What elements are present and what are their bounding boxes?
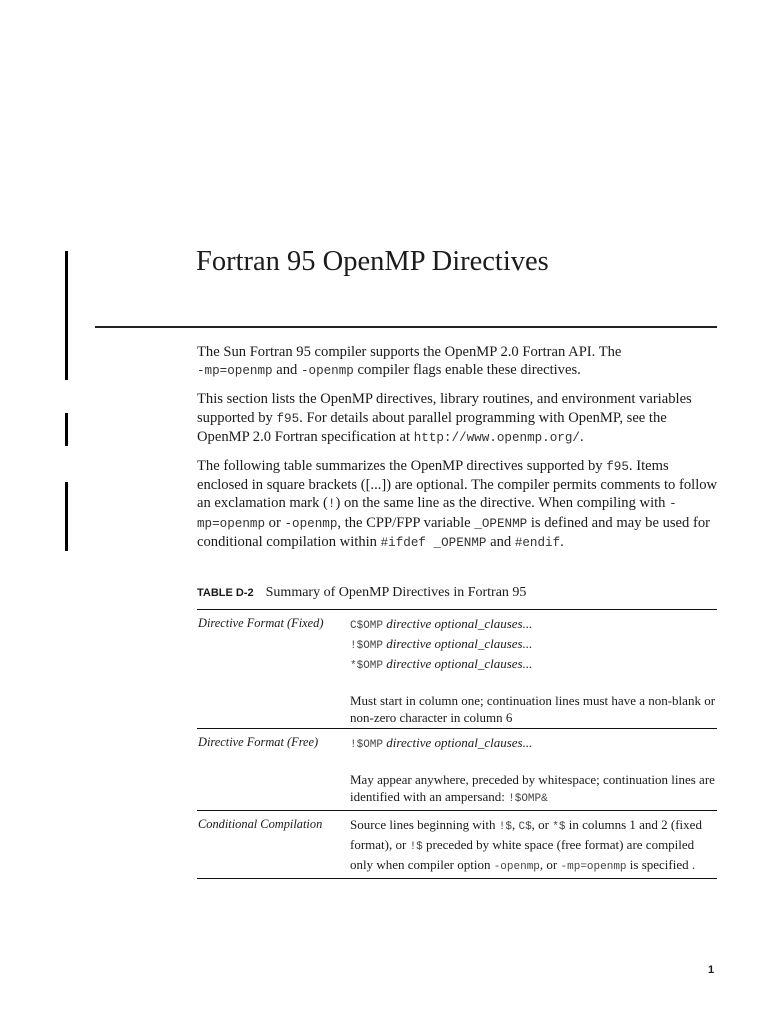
change-bar (65, 482, 68, 551)
row-content: !$OMP directive optional_clauses... May appear anywhere, preceded by whitespace; continuation lines are identified with an ampersand: !$OMP& (350, 735, 715, 805)
paragraph-intro: The Sun Fortran 95 compiler supports the OpenMP 2.0 Fortran API. The -mp=openmp and -openmp compiler flags enable these directives. (197, 344, 622, 379)
openmp-directives-table (197, 609, 717, 879)
table-caption-text: Summary of OpenMP Directives in Fortran 95 (265, 585, 527, 600)
row-content: C$OMP directive optional_clauses... !$OMP directive optional_clauses... *$OMP directive optional_clauses... Must start in column one; continuation lines must have a non-blank or non-zero character in column 6 (350, 616, 716, 725)
row-label: Conditional Compilation (198, 817, 323, 831)
table-row (197, 729, 717, 811)
change-bar (65, 413, 68, 446)
row-label: Directive Format (Fixed) (198, 616, 324, 630)
paragraph-section: This section lists the OpenMP directives, library routines, and environment variables supported by f95. For details about parallel programming with OpenMP, see the OpenMP 2.0 Fortran specification at http://www.openmp.org/. (197, 391, 692, 445)
table-row (197, 811, 717, 879)
row-content: Source lines beginning with !$, C$, or *$ in columns 1 and 2 (fixed format), or !$ preceded by white space (free format) are compiled only when compiler option -openmp, or -mp=openmp is specified . (350, 817, 702, 873)
page-number: 1 (708, 964, 715, 976)
table-row (197, 610, 717, 729)
paragraph-table-intro: The following table summarizes the OpenMP directives supported by f95. Items enclosed in square brackets ([...]) are optional. The compiler permits comments to follow an exclamation mark (!) on the same line as the directive. When compiling with -mp=openmp or -openmp, the CPP/FPP variable _OPENMP is defined and may be used for conditional compilation within #ifdef _OPENMP and #endif. (197, 458, 718, 550)
page-title: Fortran 95 OpenMP Directives (196, 246, 549, 277)
title-rule (95, 326, 717, 328)
table-caption (197, 583, 526, 601)
row-label: Directive Format (Free) (198, 735, 319, 749)
table-label: TABLE D-2 (197, 587, 254, 599)
body-text (197, 343, 722, 562)
openmp-url: http://www.openmp.org/ (413, 430, 580, 445)
change-bar (65, 251, 68, 380)
